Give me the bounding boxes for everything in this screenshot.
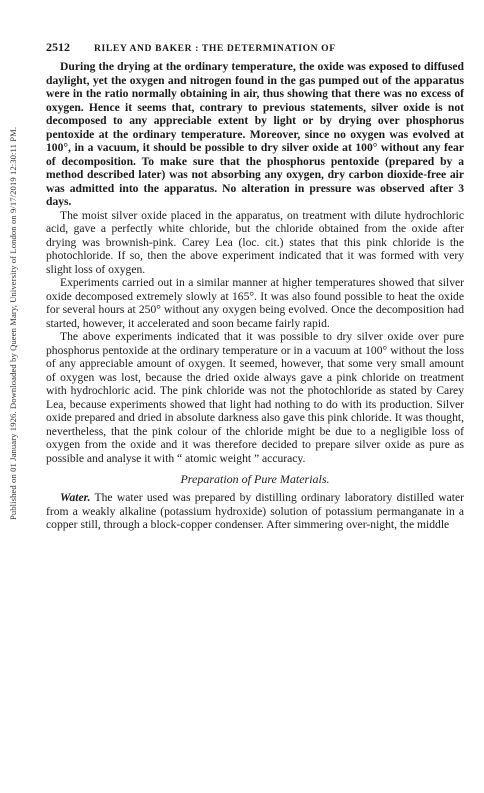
run-in-heading: Water. [60,491,91,504]
article-body [46,60,464,532]
paragraph-water [46,491,464,532]
page-number: 2512 [46,40,70,54]
paragraph-moist-oxide: The moist silver oxide placed in the apparatus, on treatment with dilute hydrochloric acid, gave a perfectly white chloride, but the chloride obtained from the oxide after drying was brownish-pink. Carey Lea (loc. cit.) states that this pink chloride is the photochloride. If so, then the above experiment indicated that it was formed with very slight loss of oxygen. [46,208,464,276]
paragraph-drying: During the drying at the ordinary temperature, the oxide was exposed to diffused daylight, yet the oxygen and nitrogen found in the gas pumped out of the apparatus were in the ratio normally obtaining in air, thus showing that there was no excess of oxygen. Hence it seems that, contrary to previous statements, silver oxide is not decomposed to any appreciable extent by light or by drying over phosphorus pentoxide at the ordinary temperature. Moreover, since no oxygen was evolved at 100°, in a vacuum, it should be possible to dry silver oxide at 100° without any fear of decomposition. To make sure that the phosphorus pentoxide (prepared by a method described later) was not absorbing any oxygen, dry carbon dioxide-free air was admitted into the apparatus. No alteration in pressure was observed after 3 days. [46,60,464,208]
running-title: RILEY AND BAKER : THE DETERMINATION OF [94,43,336,54]
section-title: Preparation of Pure Materials. [180,472,330,486]
paragraph-higher-temperatures: Experiments carried out in a similar manner at higher temperatures showed that silver oxide decomposed extremely slowly at 165°. It was also found possible to heat the oxide for several hours at 250° without any oxygen being evolved. Once the decomposition had started, however, it accelerated and soon became fairly rapid. [46,276,464,330]
download-notice: Published on 01 January 1926. Downloaded by Queen Mary, University of London on 9/17/2019 12:30:11 PM. [8,126,18,520]
running-header [46,40,464,56]
paragraph-conclusion: The above experiments indicated that it was possible to dry silver oxide over pure phosphorus pentoxide at the ordinary temperature or in a vacuum at 100° without the loss of any appreciable amount of oxygen. It seemed, however, that some very small amount of oxygen was lost, because the dried oxide always gave a pink chloride on treatment with hydrochloric acid. The pink chloride was not the photochloride as stated by Carey Lea, because experiments showed that light had nothing to do with its production. Silver oxide prepared and dried in absolute darkness also gave this pink chloride. It was thought, nevertheless, that the pink colour of the chloride might be due to a negligible loss of oxygen from the oxide and it was therefore decided to prepare silver oxide as pure as possible and analyse it with “ atomic weight ” accuracy. [46,330,464,465]
journal-page [46,40,464,532]
paragraph-water-text: The water used was prepared by distilling ordinary laboratory distilled water from a weakly alkaline (potassium hydroxide) solution of potassium permanganate in a copper still, through a block-copper condenser. After simmering over-night, the middle [46,491,464,531]
